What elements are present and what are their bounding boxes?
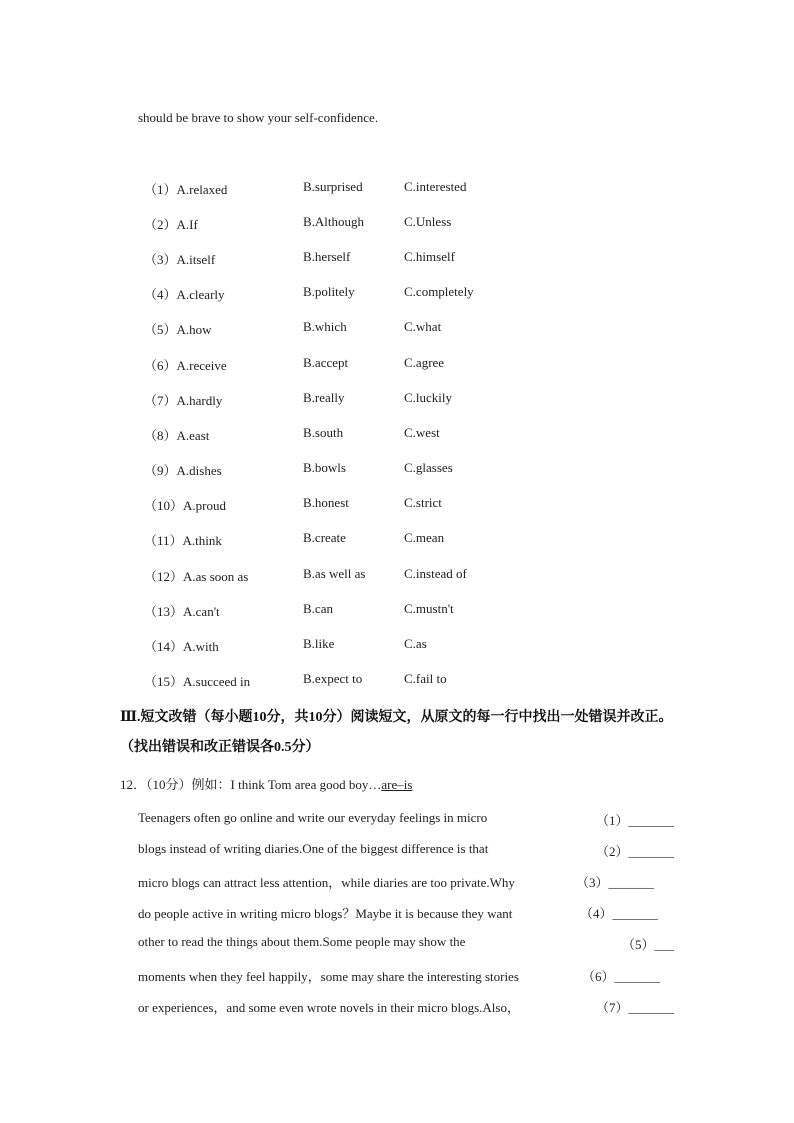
option-b: B.surprised: [303, 179, 363, 194]
option-b: B.expect to: [303, 671, 363, 686]
option-row: [144, 214, 564, 232]
option-b: B.can: [303, 601, 333, 616]
option-a-group: [144, 495, 226, 514]
option-a-group: [144, 390, 222, 409]
option-row: [144, 390, 564, 408]
option-a-group: [144, 179, 227, 198]
option-number: （9）: [144, 463, 177, 478]
answer-blank[interactable]: （3）_______: [576, 875, 655, 890]
passage-line: other to read the things about them.Some people may show the: [138, 934, 466, 949]
option-number: （7）: [144, 393, 177, 408]
option-c: C.interested: [404, 179, 467, 194]
passage-line: moments when they feel happily，some may share the interesting stories: [138, 969, 519, 984]
option-number: （11）: [144, 533, 183, 548]
option-row: [144, 355, 564, 373]
option-a-group: [144, 601, 220, 620]
option-a-group: [144, 355, 227, 374]
option-a-group: [144, 425, 209, 444]
section-title-line1: Ⅲ.短文改错（每小题10分，共10分）阅读短文，从原文的每一行中找出一处错误并改正。: [120, 710, 673, 725]
option-number: （6）: [144, 358, 177, 373]
option-number: （3）: [144, 252, 177, 267]
option-row: [144, 249, 564, 267]
option-number: （8）: [144, 428, 177, 443]
option-number: （10）: [144, 498, 184, 513]
option-number: （1）: [144, 182, 177, 197]
option-c: C.west: [404, 425, 440, 440]
option-b: B.herself: [303, 249, 351, 264]
option-a-text: A.with: [183, 639, 219, 654]
option-a-group: [144, 319, 212, 338]
option-number: （12）: [144, 569, 184, 584]
option-number: （5）: [144, 322, 177, 337]
option-row: [144, 179, 564, 197]
option-a-text: A.dishes: [176, 463, 222, 478]
option-b: B.like: [303, 636, 335, 651]
option-a-text: A.think: [182, 533, 222, 548]
option-a-text: A.succeed in: [183, 674, 251, 689]
option-a-text: A.itself: [176, 252, 216, 267]
answer-blank[interactable]: （4）_______: [580, 906, 659, 921]
option-b: B.which: [303, 319, 347, 334]
option-row: [144, 425, 564, 443]
option-a-text: A.relaxed: [176, 182, 228, 197]
option-b: B.bowls: [303, 460, 346, 475]
option-row: [144, 495, 564, 513]
option-c: C.as: [404, 636, 427, 651]
question-head: [120, 774, 412, 793]
option-number: （13）: [144, 604, 184, 619]
option-b: B.Although: [303, 214, 365, 229]
question-text: 12．（10分）例如：I think Tom area good boy…: [120, 777, 382, 792]
option-number: （4）: [144, 287, 177, 302]
option-row: [144, 460, 564, 478]
option-row: [144, 530, 564, 548]
option-a-group: [144, 214, 198, 233]
answer-blank[interactable]: （2）_______: [596, 844, 675, 859]
option-c: C.luckily: [404, 390, 453, 405]
passage-line: or experiences，and some even wrote novels in their micro blogs.Also，: [138, 1000, 520, 1015]
option-b: B.really: [303, 390, 345, 405]
option-number: （2）: [144, 217, 177, 232]
option-a-group: [144, 249, 215, 268]
option-row: [144, 566, 564, 584]
option-a-group: [144, 636, 219, 655]
option-c: C.glasses: [404, 460, 453, 475]
option-a-group: [144, 671, 250, 690]
answer-blank[interactable]: （6）_______: [582, 969, 661, 984]
option-number: （14）: [144, 639, 184, 654]
option-c: C.fail to: [404, 671, 447, 686]
option-a-text: A.proud: [183, 498, 226, 513]
section-title-line2: （找出错误和改正错误各0.5分）: [120, 740, 320, 755]
option-b: B.create: [303, 530, 346, 545]
option-row: [144, 601, 564, 619]
intro-text: should be brave to show your self-confidence.: [138, 110, 379, 125]
option-a-group: [144, 460, 222, 479]
option-c: C.himself: [404, 249, 455, 264]
answer-blank[interactable]: （5）___: [622, 937, 675, 952]
question-example: are–is: [381, 777, 413, 792]
option-row: [144, 636, 564, 654]
passage-line: do people active in writing micro blogs？Maybe it is because they want: [138, 906, 513, 921]
option-b: B.south: [303, 425, 344, 440]
answer-blank[interactable]: （7）_______: [596, 1000, 675, 1015]
option-c: C.mean: [404, 530, 445, 545]
option-row: [144, 284, 564, 302]
option-a-text: A.If: [176, 217, 198, 232]
option-c: C.strict: [404, 495, 442, 510]
option-a-text: A.receive: [176, 358, 227, 373]
option-number: （15）: [144, 674, 184, 689]
option-b: B.as well as: [303, 566, 366, 581]
passage-line: blogs instead of writing diaries.One of the biggest difference is that: [138, 841, 489, 856]
option-a-group: [144, 284, 225, 303]
option-row: [144, 319, 564, 337]
passage-line: micro blogs can attract less attention，while diaries are too private.Why: [138, 875, 515, 890]
option-a-text: A.hardly: [176, 393, 223, 408]
answer-blank[interactable]: （1）_______: [596, 813, 675, 828]
passage-line: Teenagers often go online and write our everyday feelings in micro: [138, 810, 488, 825]
option-c: C.completely: [404, 284, 474, 299]
option-a-text: A.how: [176, 322, 212, 337]
option-row: [144, 671, 564, 689]
option-a-group: [144, 530, 222, 549]
option-a-group: [144, 566, 248, 585]
option-a-text: A.clearly: [176, 287, 225, 302]
option-a-text: A.can't: [183, 604, 220, 619]
option-c: C.what: [404, 319, 442, 334]
option-b: B.accept: [303, 355, 349, 370]
option-c: C.instead of: [404, 566, 467, 581]
option-b: B.politely: [303, 284, 355, 299]
option-c: C.agree: [404, 355, 445, 370]
option-c: C.mustn't: [404, 601, 454, 616]
option-a-text: A.as soon as: [183, 569, 249, 584]
option-c: C.Unless: [404, 214, 452, 229]
option-b: B.honest: [303, 495, 349, 510]
option-a-text: A.east: [176, 428, 210, 443]
